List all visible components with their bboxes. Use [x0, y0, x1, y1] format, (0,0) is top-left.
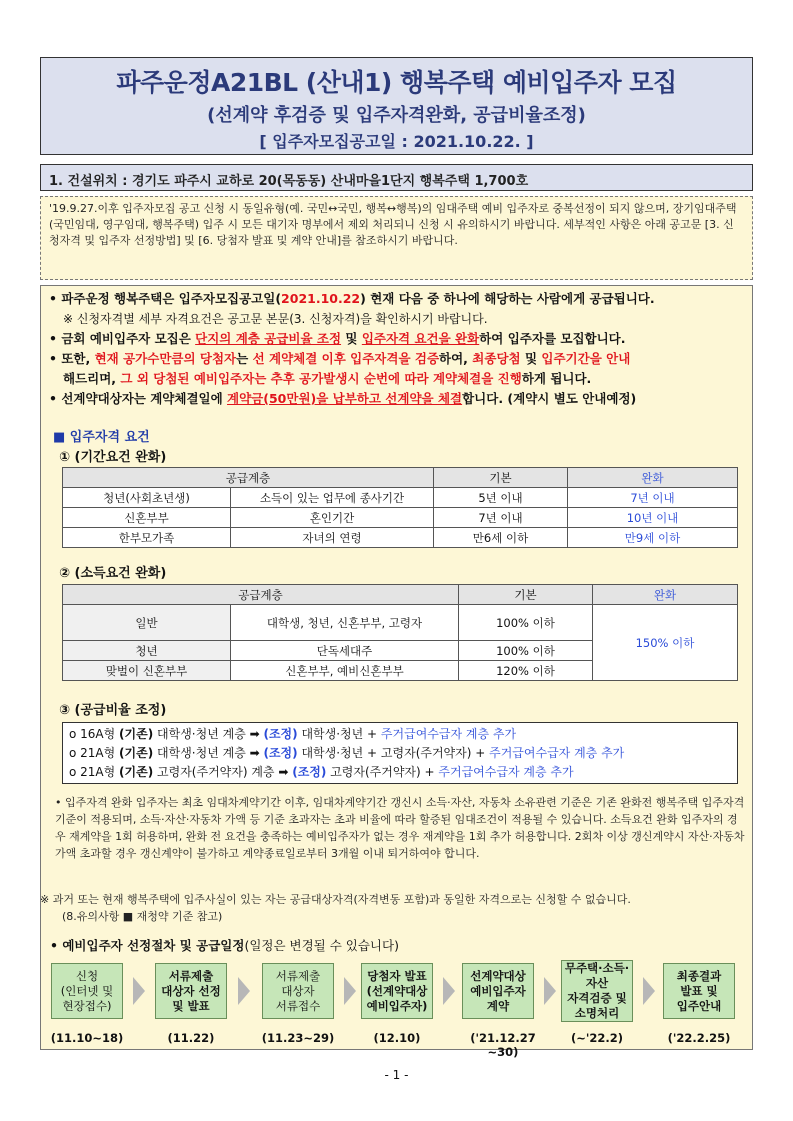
step-contract: 선계약대상 예비입주자 계약: [462, 963, 534, 1019]
income-cell: 120% 이하: [459, 661, 593, 681]
period-header-base: 기본: [434, 468, 568, 488]
period-cell: 한부모가족: [63, 528, 231, 548]
bullet-recruit-method: • 금회 예비입주자 모집은 단지의 계층 공급비율 조정 및 입주자격 요건을 완화하여 입주자를 모집합니다.: [49, 331, 626, 346]
title-box: [40, 57, 753, 155]
arrow-right-icon: [544, 977, 556, 1005]
step-verify: 무주택·소득· 자산 자격검증 및 소명처리: [561, 960, 633, 1022]
period-cell: 자녀의 연령: [231, 528, 434, 548]
period-cell: 청년(사회초년생): [63, 488, 231, 508]
arrow-right-icon: [443, 977, 455, 1005]
caution-reference: (8.유의사항 ■ 재청약 기준 참고): [62, 910, 223, 923]
period-cell: 혼인기간: [231, 508, 434, 528]
arrow-right-icon: [344, 977, 356, 1005]
step-apply: 신청 (인터넷 및 현장접수): [51, 963, 123, 1019]
relaxation-paragraph: • 입주자격 완화 입주자는 최초 임대차계약기간 이후, 임대차계약기간 갱신시 소득·자산, 자동차 소유관련 기준은 기존 완화전 행복주택 입주자격 기준이 적용되며, 소득·자산·자동차 가액 등 기준 초과자는 초과 비율에 따라 할증된 임대조건이 적용될 수 있습니다. 소득요건 완화 입주자의 경우 재계약을 1회 허용하며, 완화 전 요건을 충족하는 예비입주자가 없는 경우 재계약을 1회 추가 허용합니다. 2회차 이상 갱신계약시 자산·자동차가액 초과할 경우 갱신계약이 불가하고 계약종료일로부터 3개월 이내 퇴거하여야 합니다.: [55, 796, 745, 860]
step-doc-target: 서류제출 대상자 선정 및 발표: [155, 963, 227, 1019]
location-heading: 1. 건설위치 : 경기도 파주시 교하로 20(목동동) 산내마을1단지 행복주택 1,700호: [40, 164, 753, 191]
step-date: (12.10): [373, 1031, 421, 1045]
duplicate-notice: '19.9.27.이후 입주자모집 공고 신청 시 동일유형(예. 국민↔국민, 행복↔행복)의 임대주택 예비 입주자로 중복선정이 되지 않으며, 장기임대주택(국민임대, 영구임대, 행복주택) 입주 시 모든 대기자 명부에서 제외 처리되니 신청 시 유의하시기 바랍니다. 세부적인 사항은 아래 공고문 [3. 신청자격 및 입주자 선정방법] 및 [6. 당첨자 발표 및 계약 안내]를 참조하시기 바랍니다.: [40, 196, 753, 280]
bullet-detail-note: ※ 신청자격별 세부 자격요건은 공고문 본문(3. 신청자격)을 확인하시기 바랍니다.: [63, 312, 488, 326]
table-row: [63, 528, 738, 548]
ratio-line: o 21A형 (기존) 고령자(주거약자) 계층 ➡ (조정) 고령자(주거약자) + 주거급여수급자 계층 추가: [69, 765, 574, 779]
period-cell: 만6세 이하: [434, 528, 568, 548]
step-date: (11.23~29): [261, 1031, 335, 1045]
income-cell: 단독세대주: [231, 641, 459, 661]
bullet-contract-first-cont: 해드리며, 그 외 당첨된 예비입주자는 추후 공가발생시 순번에 따라 계약체결을 진행하게 됩니다.: [63, 371, 592, 386]
period-cell: 10년 이내: [568, 508, 738, 528]
income-cell: 대학생, 청년, 신혼부부, 고령자: [231, 605, 459, 641]
income-cell: 청년: [63, 641, 231, 661]
table-row: [63, 508, 738, 528]
period-heading: ① (기간요건 완화): [59, 450, 167, 465]
period-cell: 7년 이내: [568, 488, 738, 508]
step-date: (11.10~18): [50, 1031, 124, 1045]
period-header-group: 공급계층: [63, 468, 434, 488]
period-cell: 7년 이내: [434, 508, 568, 528]
step-date: ('21.12.27 ~30): [470, 1031, 536, 1059]
step-date: (~'22.2): [570, 1031, 624, 1045]
table-row: [63, 605, 738, 641]
income-table: [62, 584, 738, 681]
income-cell: 100% 이하: [459, 641, 593, 661]
income-header-relaxed: 완화: [593, 585, 738, 605]
page-title: 파주운정A21BL (산내1) 행복주택 예비입주자 모집: [116, 68, 677, 97]
ratio-line: o 21A형 (기존) 대학생·청년 계층 ➡ (조정) 대학생·청년 + 고령자(주거약자) + 주거급여수급자 계층 추가: [69, 746, 625, 760]
page-subtitle: (선계약 후검증 및 입주자격완화, 공급비율조정): [207, 105, 586, 126]
income-cell: 신혼부부, 예비신혼부부: [231, 661, 459, 681]
ratio-box: [62, 722, 738, 784]
period-header-relaxed: 완화: [568, 468, 738, 488]
income-heading: ② (소득요건 완화): [59, 566, 167, 581]
arrow-right-icon: [238, 977, 250, 1005]
arrow-right-icon: [643, 977, 655, 1005]
arrow-right-icon: [133, 977, 145, 1005]
step-date: (11.22): [167, 1031, 215, 1045]
income-cell: 일반: [63, 605, 231, 641]
bullet-contract-first: • 또한, 현재 공가수만큼의 당첨자는 선 계약체결 이후 입주자격을 검증하여, 최종당첨 및 입주기간을 안내: [49, 351, 631, 366]
bullet-deposit: • 선계약대상자는 계약체결일에 계약금(50만원)을 납부하고 선계약을 체결합니다. (계약시 별도 안내예정): [49, 391, 637, 406]
income-cell: 100% 이하: [459, 605, 593, 641]
ratio-line: o 16A형 (기존) 대학생·청년 계층 ➡ (조정) 대학생·청년 + 주거급여수급자 계층 추가: [69, 727, 517, 741]
announcement-date: [ 입주자모집공고일 : 2021.10.22. ]: [259, 132, 534, 151]
eligibility-section-title: ■ 입주자격 요건: [53, 430, 150, 445]
period-cell: 5년 이내: [434, 488, 568, 508]
income-header-base: 기본: [459, 585, 593, 605]
period-cell: 만9세 이하: [568, 528, 738, 548]
bullet-supply-target: • 파주운정 행복주택은 입주자모집공고일(2021.10.22) 현재 다음 중 하나에 해당하는 사람에게 공급됩니다.: [49, 291, 655, 306]
period-table: [62, 467, 738, 548]
table-row: [63, 488, 738, 508]
period-cell: 소득이 있는 업무에 종사기간: [231, 488, 434, 508]
step-final-result: 최종결과 발표 및 입주안내: [663, 963, 735, 1019]
step-date: ('22.2.25): [667, 1031, 731, 1045]
period-cell: 신혼부부: [63, 508, 231, 528]
step-doc-submit: 서류제출 대상자 서류접수: [262, 963, 334, 1019]
schedule-heading: • 예비입주자 선정절차 및 공급일정(일정은 변경될 수 있습니다): [50, 938, 399, 953]
caution-note: ※ 과거 또는 현재 행복주택에 입주사실이 있는 자는 공급대상자격(자격변동 포함)과 동일한 자격으로는 신청할 수 없습니다.: [40, 893, 631, 906]
income-header-group: 공급계층: [63, 585, 459, 605]
ratio-heading: ③ (공급비율 조정): [59, 703, 167, 718]
income-relaxed-cell: 150% 이하: [593, 605, 738, 681]
page-number: - 1 -: [384, 1068, 409, 1082]
step-winner-announce: 당첨자 발표 (선계약대상 예비입주자): [361, 963, 433, 1019]
income-cell: 맞벌이 신혼부부: [63, 661, 231, 681]
